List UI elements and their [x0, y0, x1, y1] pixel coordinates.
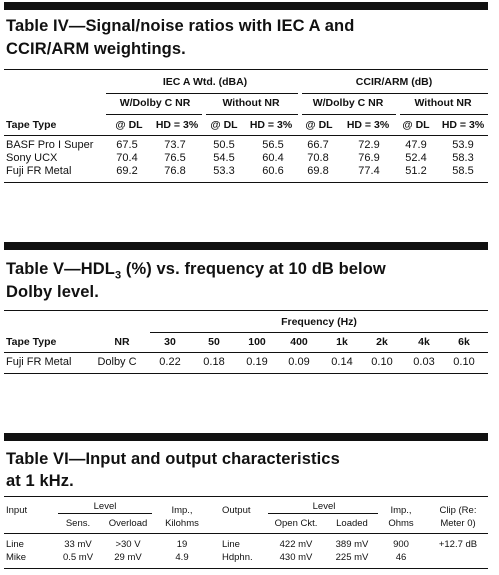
table6-col-impo-2: Ohms: [388, 518, 414, 529]
table4-row2-cell7: 52.4: [405, 152, 427, 164]
table4-header-rule-top: [4, 69, 488, 70]
table5-cell-400: 0.09: [288, 356, 310, 368]
table6-col-loaded: Loaded: [336, 518, 368, 529]
table4-row2-cell8: 58.3: [452, 152, 474, 164]
table5-cell-6k: 0.10: [453, 356, 475, 368]
table4-row1-cell2: 73.7: [164, 139, 186, 151]
table4-top-bar: [4, 2, 488, 10]
table6-row2-impo: 46: [395, 552, 407, 563]
table5-cell-100: 0.19: [246, 356, 268, 368]
table5-cell-30: 0.22: [159, 356, 181, 368]
table6-group-level-out: Level: [312, 501, 336, 512]
table6-row1-open: 422 mV: [279, 539, 313, 550]
table6-group-level-in: Level: [93, 501, 117, 512]
table6-row1-impo: 900: [393, 539, 409, 550]
table4-group-iec: IEC A Wtd. (dBA): [162, 76, 248, 88]
table5-col-4k: 4k: [418, 336, 430, 348]
table6-row2-open: 430 mV: [279, 552, 313, 563]
table5-col-100: 100: [248, 336, 266, 348]
table4-sub-dolby-iec: W/Dolby C NR: [119, 97, 191, 109]
table4-row1-tape: BASF Pro I Super: [6, 139, 94, 151]
table4-group-iec-rule: [106, 93, 298, 94]
table4-row3-cell5: 69.8: [307, 165, 329, 177]
table6-col-open: Open Ckt.: [274, 518, 318, 529]
table5-row-tape: Fuji FR Metal: [6, 356, 72, 368]
table4-col-dl-3: @ DL: [305, 119, 333, 131]
table6-col-impo-1: Imp.,: [390, 505, 412, 516]
table4-row1-cell4: 56.5: [262, 139, 284, 151]
table4-row2-cell3: 54.5: [213, 152, 235, 164]
table6-col-clip-2: Meter 0): [440, 518, 476, 529]
table6-group-level-out-rule: [268, 513, 378, 514]
table4-col-hd-4: HD = 3%: [441, 119, 485, 131]
table5-bottom-rule: [4, 373, 488, 374]
table6-col-clip-1: Clip (Re:: [439, 505, 477, 516]
table4-sub-without-iec: Without NR: [222, 97, 280, 109]
table6-col-output: Output: [222, 505, 251, 516]
table4-row3-tape: Fuji FR Metal: [6, 165, 72, 177]
table4-row3-cell3: 53.3: [213, 165, 235, 177]
table4-col-tape-type: Tape Type: [6, 119, 57, 131]
table5-cell-1k: 0.14: [331, 356, 353, 368]
table5-top-bar: [4, 242, 488, 250]
table6-row1-overload: >30 V: [115, 539, 141, 550]
table5-title-line2: Dolby level.: [6, 283, 99, 301]
table6-header-rule-top: [4, 496, 488, 497]
table6-col-input: Input: [6, 505, 28, 516]
table6-row2-input: Mike: [6, 552, 27, 563]
table4-row3-cell8: 58.5: [452, 165, 474, 177]
table4-group-ccir: CCIR/ARM (dB): [355, 76, 433, 88]
table4-sub-without-ccir: Without NR: [414, 97, 472, 109]
table5-cell-4k: 0.03: [413, 356, 435, 368]
table4-sub-rule-3: [302, 114, 396, 115]
table4-group-ccir-rule: [302, 93, 488, 94]
table6-col-overload: Overload: [108, 518, 148, 529]
table6-row2-output: Hdphn.: [222, 552, 253, 563]
table6-row2-loaded: 225 mV: [335, 552, 369, 563]
table4-col-dl-2: @ DL: [210, 119, 238, 131]
table4-col-hd-3: HD = 3%: [346, 119, 390, 131]
table5-header-rule-bottom: [4, 352, 488, 353]
table4-sub-rule-1: [106, 114, 202, 115]
table4-row2-cell1: 70.4: [116, 152, 138, 164]
table5-group-freq: Frequency (Hz): [281, 316, 357, 328]
table4-row1-cell5: 66.7: [307, 139, 329, 151]
table5-row-nr: Dolby C: [97, 356, 137, 368]
table5-col-tape-type: Tape Type: [6, 336, 57, 348]
table4-row2-tape: Sony UCX: [6, 152, 58, 164]
table6-row1-sens: 33 mV: [64, 539, 92, 550]
table6-top-bar: [4, 433, 488, 441]
table5-title-sub: 3: [114, 269, 122, 282]
table6-row1-loaded: 389 mV: [335, 539, 369, 550]
table4-col-dl-4: @ DL: [402, 119, 430, 131]
table5-title-line1: [6, 257, 386, 281]
table4-row1-cell6: 72.9: [358, 139, 380, 151]
table6-title-line2: at 1 kHz.: [6, 472, 74, 490]
table5-col-30: 30: [164, 336, 176, 348]
table6-row1-clip: +12.7 dB: [438, 539, 478, 550]
table4-sub-rule-2: [206, 114, 298, 115]
table4-row1-cell7: 47.9: [405, 139, 427, 151]
table5-header-rule-top: [4, 310, 488, 311]
table5-col-1k: 1k: [336, 336, 348, 348]
table4-sub-rule-4: [400, 114, 488, 115]
table4-row3-cell1: 69.2: [116, 165, 138, 177]
table4-sub-dolby-ccir: W/Dolby C NR: [312, 97, 384, 109]
table4-header-rule-bottom: [4, 135, 488, 136]
table4-row3-cell7: 51.2: [405, 165, 427, 177]
table5-col-50: 50: [208, 336, 220, 348]
table4-title-line1: Table IV—Signal/noise ratios with IEC A and: [6, 17, 355, 35]
table5-col-400: 400: [290, 336, 308, 348]
table6-col-imp-1: Imp.,: [171, 505, 193, 516]
table4-col-hd-2: HD = 3%: [249, 119, 293, 131]
table6-col-sens: Sens.: [65, 518, 91, 529]
table5-title-pre: Table V—HDL: [6, 260, 115, 278]
table6-col-imp-2: Kilohms: [165, 518, 199, 529]
table5-col-nr: NR: [114, 336, 130, 348]
table6-row2-imp: 4.9: [175, 552, 189, 563]
table4-bottom-rule: [4, 182, 488, 183]
table5-group-freq-rule: [150, 332, 488, 333]
table5-cell-50: 0.18: [203, 356, 225, 368]
table4-row1-cell1: 67.5: [116, 139, 138, 151]
table4-row2-cell4: 60.4: [262, 152, 284, 164]
table5-col-2k: 2k: [376, 336, 388, 348]
table5-cell-2k: 0.10: [371, 356, 393, 368]
table4-row3-cell2: 76.8: [164, 165, 186, 177]
table4-col-dl-1: @ DL: [115, 119, 143, 131]
table6-row2-sens: 0.5 mV: [62, 552, 94, 563]
table6-row1-imp: 19: [176, 539, 188, 550]
table4-col-hd-1: HD = 3%: [155, 119, 199, 131]
table6-row1-input: Line: [6, 539, 24, 550]
table6-row2-overload: 29 mV: [114, 552, 142, 563]
table6-title-line1: Table VI—Input and output characteristics: [6, 450, 340, 468]
table5-title-post: (%) vs. frequency at 10 dB below: [121, 260, 386, 278]
table6-bottom-rule: [4, 568, 488, 569]
table4-row2-cell6: 76.9: [358, 152, 380, 164]
table4-row3-cell6: 77.4: [358, 165, 380, 177]
table4-row1-cell8: 53.9: [452, 139, 474, 151]
table4-row2-cell2: 76.5: [164, 152, 186, 164]
table4-row3-cell4: 60.6: [262, 165, 284, 177]
table6-group-level-in-rule: [58, 513, 152, 514]
table4-row1-cell3: 50.5: [213, 139, 235, 151]
table6-header-rule-bottom: [4, 533, 488, 534]
table4-row2-cell5: 70.8: [307, 152, 329, 164]
table5-col-6k: 6k: [458, 336, 470, 348]
table6-row1-output: Line: [222, 539, 240, 550]
table4-title-line2: CCIR/ARM weightings.: [6, 40, 186, 58]
